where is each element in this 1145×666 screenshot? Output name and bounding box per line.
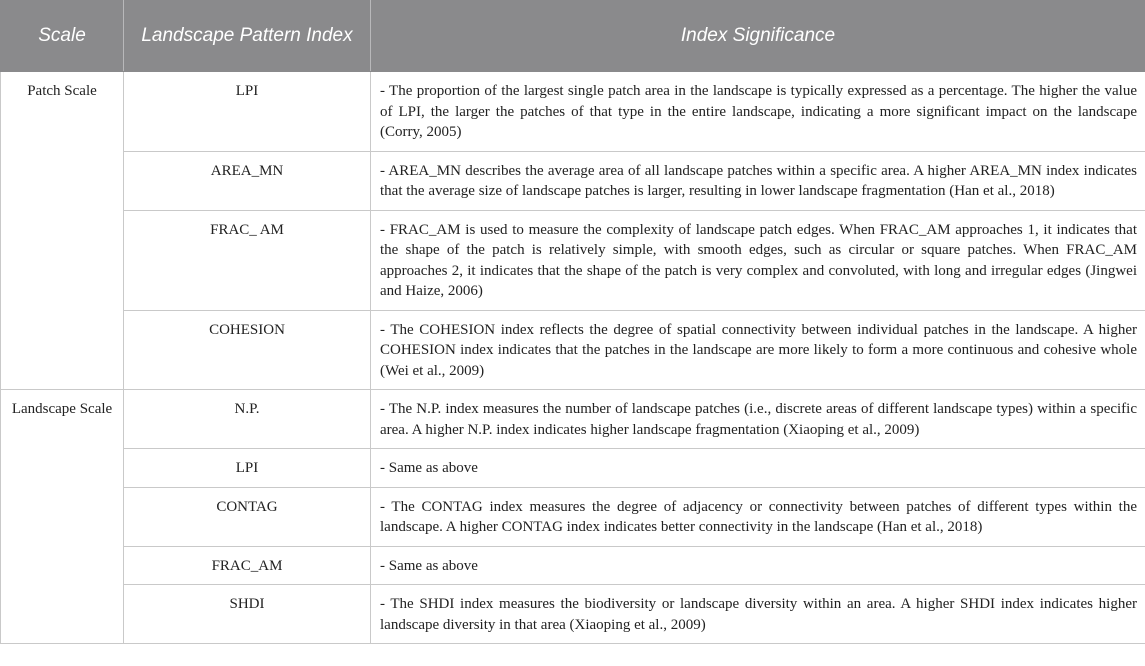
scale-cell-patch: Patch Scale [1, 72, 124, 390]
index-cell: AREA_MN [124, 151, 371, 210]
significance-cell: - The SHDI index measures the biodiversity or landscape diversity within an area. A higher SHDI index indicates higher landscape diversity in that area (Xiaoping et al., 2009) [371, 585, 1145, 644]
header-scale: Scale [1, 0, 124, 72]
table-row [1, 310, 1145, 390]
table-row [1, 449, 1145, 488]
significance-cell: - Same as above [371, 546, 1145, 585]
significance-cell: - Same as above [371, 449, 1145, 488]
index-cell: N.P. [124, 390, 371, 449]
header-landscape-pattern-index: Landscape Pattern Index [124, 0, 371, 72]
significance-cell: - The N.P. index measures the number of landscape patches (i.e., discrete areas of different landscape types) within a specific area. A higher N.P. index indicates higher landscape fragmentation (Xiaoping et al., 2009) [371, 390, 1145, 449]
index-cell: FRAC_ AM [124, 210, 371, 310]
significance-cell: - AREA_MN describes the average area of all landscape patches within a specific area. A higher AREA_MN index indicates that the average size of landscape patches is larger, resulting in lower landscape fragmentation (Han et al., 2018) [371, 151, 1145, 210]
table-row [1, 72, 1145, 152]
table-row [1, 585, 1145, 644]
significance-cell: - FRAC_AM is used to measure the complexity of landscape patch edges. When FRAC_AM approaches 1, it indicates that the shape of the patch is relatively simple, with smooth edges, such as circular or square patches. When FRAC_AM approaches 2, it indicates that the shape of the patch is very complex and convoluted, with long and irregular edges (Jingwei and Haize, 2006) [371, 210, 1145, 310]
table-row [1, 390, 1145, 449]
header-row [1, 0, 1145, 72]
index-cell: FRAC_AM [124, 546, 371, 585]
index-cell: LPI [124, 72, 371, 152]
significance-cell: - The CONTAG index measures the degree of adjacency or connectivity between patches of different types within the landscape. A higher CONTAG index indicates better connectivity in the landscape (Han et al., 2018) [371, 487, 1145, 546]
header-index-significance: Index Significance [371, 0, 1145, 72]
index-cell: LPI [124, 449, 371, 488]
table-row [1, 151, 1145, 210]
table-row [1, 487, 1145, 546]
table-row [1, 210, 1145, 310]
scale-cell-landscape: Landscape Scale [1, 390, 124, 644]
significance-cell: - The proportion of the largest single patch area in the landscape is typically expressed as a percentage. The higher the value of LPI, the larger the patches of that type in the entire landscape, indicating a more significant impact on the landscape (Corry, 2005) [371, 72, 1145, 152]
index-cell: COHESION [124, 310, 371, 390]
significance-cell: - The COHESION index reflects the degree of spatial connectivity between individual patches in the landscape. A higher COHESION index indicates that the patches in the landscape are more likely to form a more continuous and cohesive whole (Wei et al., 2009) [371, 310, 1145, 390]
index-cell: CONTAG [124, 487, 371, 546]
index-cell: SHDI [124, 585, 371, 644]
table-row [1, 546, 1145, 585]
